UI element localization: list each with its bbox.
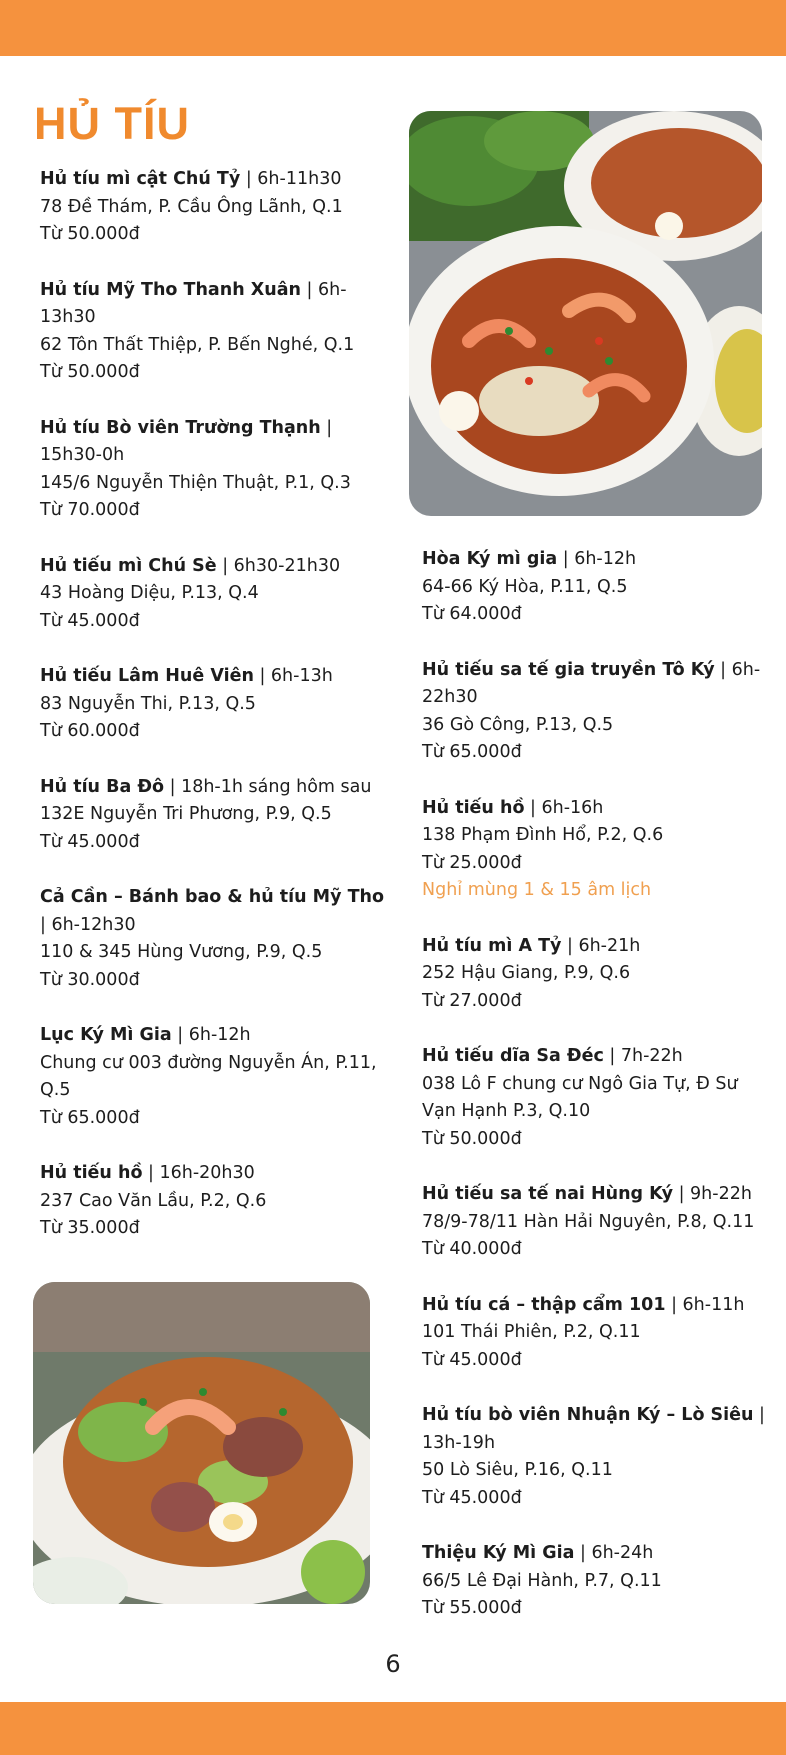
address: 110 & 345 Hùng Vương, P.9, Q.5 — [40, 942, 323, 962]
price: Từ 65.000đ — [40, 1107, 140, 1128]
address: 237 Cao Văn Lầu, P.2, Q.6 — [40, 1190, 267, 1211]
page-number: 6 — [385, 1650, 401, 1678]
restaurant-entry — [40, 774, 395, 857]
left-column — [40, 166, 395, 1271]
price: Từ 55.000đ — [422, 1598, 522, 1618]
opening-hours: | 7h-22h — [603, 1046, 683, 1066]
restaurant-name: Hủ tíu mì A Tỷ — [422, 935, 562, 956]
restaurant-entry — [422, 1181, 772, 1264]
price: Từ 70.000đ — [40, 500, 140, 520]
restaurant-entry — [40, 1160, 395, 1243]
address: 78/9-78/11 Hàn Hải Nguyên, P.8, Q.11 — [422, 1211, 755, 1232]
price: Từ 64.000đ — [422, 604, 522, 624]
restaurant-name: Hủ tiếu hồ — [40, 1163, 143, 1183]
page-title: HỦ TÍU — [34, 98, 190, 149]
address: 83 Nguyễn Thi, P.13, Q.5 — [40, 693, 256, 714]
opening-hours: | 6h-12h30 — [40, 914, 136, 935]
price: Từ 45.000đ — [40, 610, 140, 631]
restaurant-entry — [422, 546, 772, 629]
opening-hours: | 6h-13h — [253, 666, 333, 686]
opening-hours: | 6h-21h — [561, 935, 641, 956]
restaurant-entry — [40, 884, 395, 994]
restaurant-entry — [422, 1292, 772, 1375]
restaurant-entry — [422, 1043, 772, 1153]
price: Từ 27.000đ — [422, 990, 522, 1011]
address: 36 Gò Công, P.13, Q.5 — [422, 714, 614, 735]
restaurant-entry — [40, 166, 395, 249]
address: 038 Lô F chung cư Ngô Gia Tự, Đ Sư Vạn Hạnh P.3, Q.10 — [422, 1073, 738, 1121]
restaurant-entry — [40, 277, 395, 387]
restaurant-name: Hủ tíu Bò viên Trường Thạnh — [40, 417, 321, 438]
address: 66/5 Lê Đại Hành, P.7, Q.11 — [422, 1570, 662, 1591]
price: Từ 40.000đ — [422, 1239, 522, 1259]
restaurant-entry — [40, 663, 395, 746]
right-column — [422, 546, 772, 1651]
price: Từ 50.000đ — [40, 224, 140, 244]
restaurant-entry — [422, 795, 772, 905]
opening-hours: | 6h-12h — [557, 549, 637, 569]
restaurant-entry — [422, 657, 772, 767]
restaurant-name: Hủ tiếu sa tế nai Hùng Ký — [422, 1184, 674, 1204]
opening-hours: | 13h-19h — [422, 1405, 765, 1453]
address: 138 Phạm Đình Hổ, P.2, Q.6 — [422, 825, 664, 845]
bottom-banner — [0, 1702, 786, 1755]
price: Từ 50.000đ — [422, 1128, 522, 1149]
address: 101 Thái Phiên, P.2, Q.11 — [422, 1322, 641, 1342]
top-banner — [0, 0, 786, 56]
opening-hours: | 6h-11h — [665, 1294, 745, 1315]
restaurant-name: Thiệu Ký Mì Gia — [422, 1543, 575, 1563]
opening-hours: | 6h-24h — [574, 1543, 654, 1563]
address: 64-66 Ký Hòa, P.11, Q.5 — [422, 576, 628, 597]
opening-hours: | 6h-13h30 — [40, 279, 347, 327]
restaurant-entry — [422, 933, 772, 1016]
restaurant-name: Lục Ký Mì Gia — [40, 1025, 172, 1045]
opening-hours: | 6h-12h — [171, 1025, 251, 1045]
restaurant-name: Hủ tiếu sa tế gia truyền Tô Ký — [422, 659, 715, 680]
address: 43 Hoàng Diệu, P.13, Q.4 — [40, 583, 259, 603]
opening-hours: | 9h-22h — [673, 1184, 752, 1204]
restaurant-entry — [40, 1022, 395, 1132]
price: Từ 30.000đ — [40, 969, 140, 990]
price: Từ 45.000đ — [422, 1349, 522, 1370]
restaurant-name: Hòa Ký mì gia — [422, 549, 558, 569]
restaurant-entry — [422, 1402, 772, 1512]
opening-hours: | 6h30-21h30 — [216, 555, 341, 576]
opening-hours: | 6h-11h30 — [240, 169, 342, 189]
restaurant-name: Hủ tíu Ba Đô — [40, 776, 165, 797]
restaurant-name: Hủ tiếu mì Chú Sè — [40, 555, 217, 576]
restaurant-name: Hủ tiếu hồ — [422, 797, 525, 818]
restaurant-entry — [40, 553, 395, 636]
price: Từ 50.000đ — [40, 362, 140, 382]
address: 132E Nguyễn Tri Phương, P.9, Q.5 — [40, 804, 332, 824]
address: 252 Hậu Giang, P.9, Q.6 — [422, 963, 631, 983]
noodle-soup-photo — [409, 111, 762, 516]
price: Từ 45.000đ — [40, 831, 140, 852]
address: 62 Tôn Thất Thiệp, P. Bến Nghé, Q.1 — [40, 334, 355, 355]
restaurant-name: Hủ tíu mì cật Chú Tỷ — [40, 169, 241, 189]
restaurant-name: Hủ tiếu Lâm Huê Viên — [40, 666, 254, 686]
price: Từ 65.000đ — [422, 742, 522, 762]
restaurant-name: Hủ tiếu dĩa Sa Đéc — [422, 1046, 604, 1066]
opening-hours: | 6h-16h — [524, 797, 604, 818]
restaurant-entry — [40, 415, 395, 525]
price: Từ 60.000đ — [40, 721, 140, 741]
address: 50 Lò Siêu, P.16, Q.11 — [422, 1460, 613, 1480]
restaurant-name: Cả Cần – Bánh bao & hủ tíu Mỹ Tho — [40, 887, 385, 907]
opening-hours: | 18h-1h sáng hôm sau — [164, 776, 372, 797]
closing-note: Nghỉ mùng 1 & 15 âm lịch — [422, 880, 652, 900]
dry-noodle-photo — [33, 1282, 370, 1604]
restaurant-name: Hủ tíu bò viên Nhuận Ký – Lò Siêu — [422, 1405, 754, 1425]
opening-hours: | 6h-22h30 — [422, 659, 761, 707]
opening-hours: | 15h30-0h — [40, 417, 333, 465]
restaurant-name: Hủ tíu cá – thập cẩm 101 — [422, 1294, 666, 1315]
address: Chung cư 003 đường Nguyễn Án, P.11, Q.5 — [40, 1052, 377, 1100]
address: 78 Đề Thám, P. Cầu Ông Lãnh, Q.1 — [40, 196, 343, 217]
price: Từ 45.000đ — [422, 1487, 522, 1508]
price: Từ 25.000đ — [422, 852, 522, 873]
restaurant-entry — [422, 1540, 772, 1623]
opening-hours: | 16h-20h30 — [142, 1163, 255, 1183]
address: 145/6 Nguyễn Thiện Thuật, P.1, Q.3 — [40, 472, 351, 493]
restaurant-name: Hủ tíu Mỹ Tho Thanh Xuân — [40, 279, 301, 300]
price: Từ 35.000đ — [40, 1218, 140, 1238]
